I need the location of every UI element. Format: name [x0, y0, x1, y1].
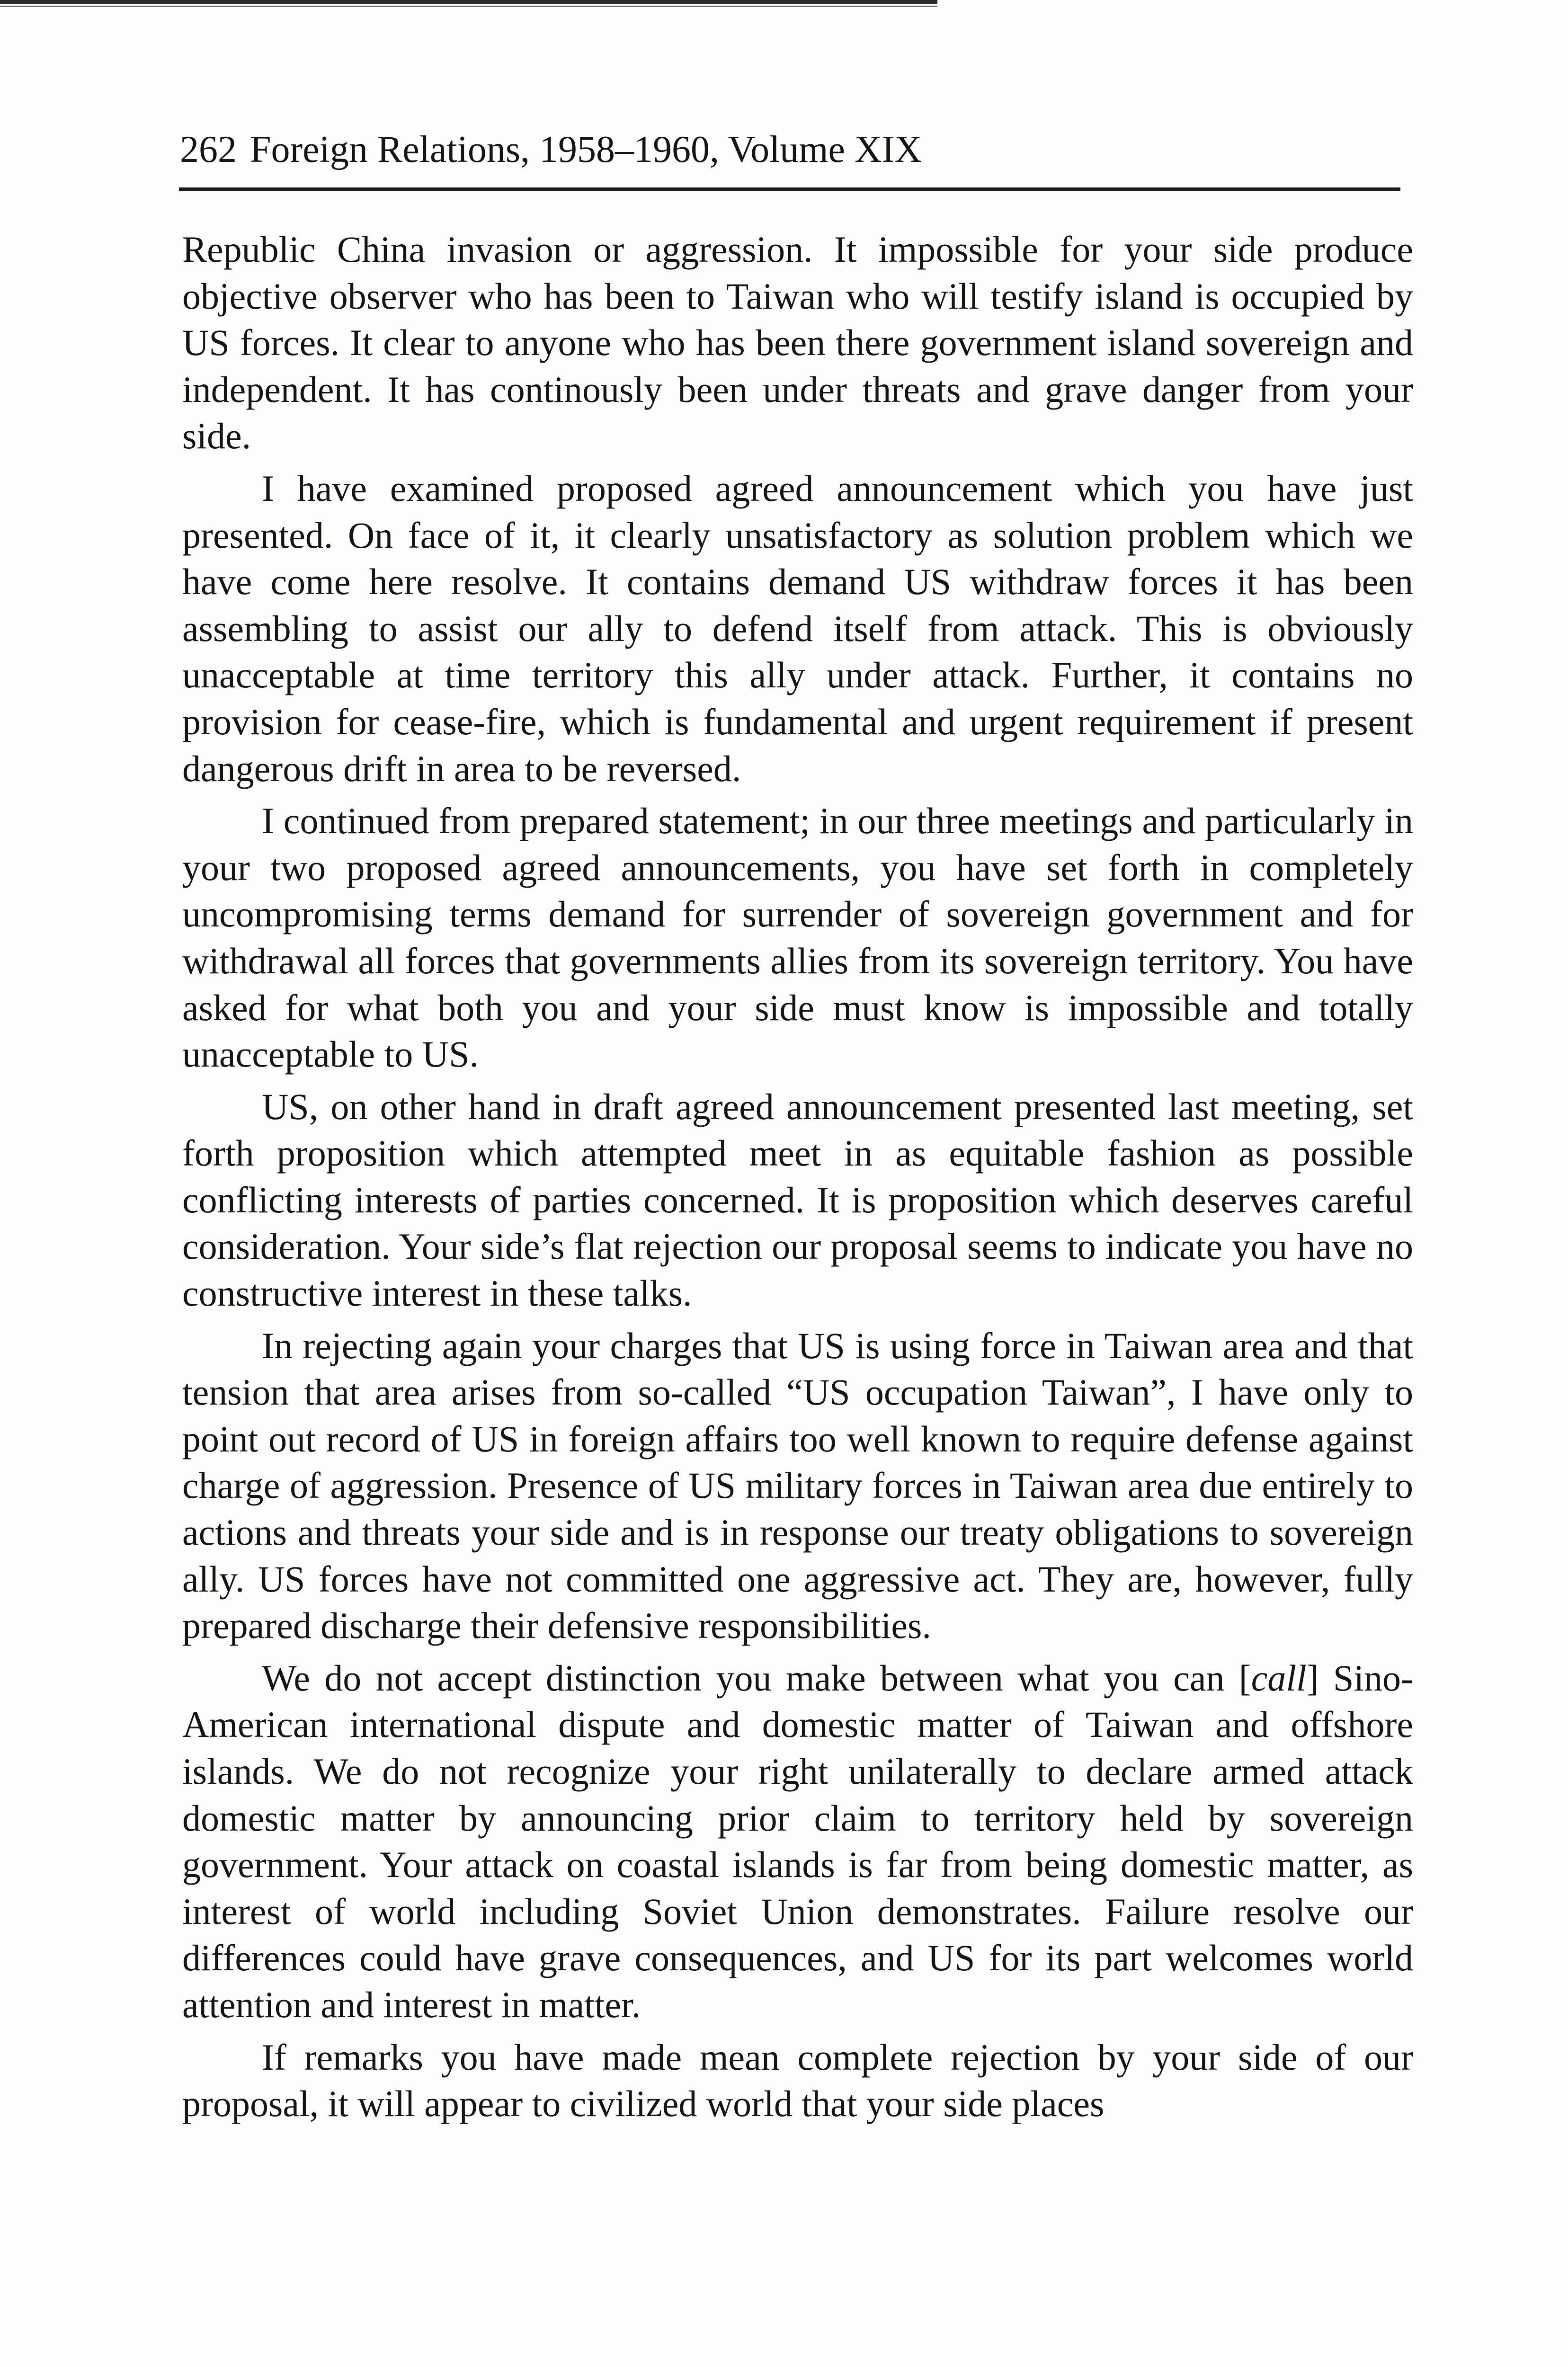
- paragraph: [182, 1655, 1413, 2029]
- paragraph: In rejecting again your charges that US is using force in Taiwan area and that tension that area arises from so-called “US occupation Taiwan”, I have only to point out record of US in foreign affairs too well known to require defense against charge of aggression. Presence of US military forces in Taiwan area due entirely to actions and threats your side and is in response our treaty obligations to sovereign ally. US forces have not committed one aggressive act. They are, however, fully prepared discharge their defensive responsibilities.: [182, 1325, 1413, 1646]
- running-head: [180, 127, 922, 172]
- editorial-insertion: call: [1251, 1657, 1307, 1699]
- paragraph-text: ] Sino-American international dispute and domestic matter of Taiwan and offshore islands. We do not recognize your right unilaterally to declare armed attack domestic matter by announcing prior claim to territory held by sovereign government. Your attack on coastal islands is far from being domestic matter, as interest of world including Soviet Union demonstrates. Failure resolve our differences could have grave consequences, and US for its part welcomes world attention and interest in matter.: [182, 1657, 1413, 2025]
- paragraph: I have examined proposed agreed announcement which you have just presented. On face of it, it clearly unsatisfactory as solution problem which we have come here resolve. It contains demand US withdraw forces it has been assembling to assist our ally to defend itself from attack. This is obviously unacceptable at time territory this ally under attack. Further, it contains no provision for cease-fire, which is fundamental and urgent requirement if present dangerous drift in area to be reversed.: [182, 467, 1413, 789]
- paragraph-text: We do not accept distinction you make between what you can [: [262, 1657, 1251, 1699]
- paragraph: I continued from prepared statement; in our three meetings and particularly in your two proposed agreed announcements, you have set forth in completely uncompromising terms demand for surrender of sovereign government and for withdrawal all forces that governments allies from its sovereign territory. You have asked for what both you and your side must know is impossible and totally unacceptable to US.: [182, 800, 1413, 1075]
- top-edge-rule-thin: [0, 6, 937, 7]
- paragraph: Republic China invasion or aggression. It impossible for your side produce objective observer who has been to Taiwan who will testify island is occupied by US forces. It clear to anyone who has been there government island sovereign and independent. It has continously been under threats and grave danger from your side.: [182, 229, 1413, 457]
- running-title: Foreign Relations, 1958–1960, Volume XIX: [250, 129, 922, 170]
- header-rule: [179, 187, 1400, 191]
- body-text: [182, 226, 1413, 2133]
- page-number: 262: [180, 129, 237, 170]
- top-edge-rule: [0, 0, 937, 4]
- paragraph: If remarks you have made mean complete rejection by your side of our proposal, it will appear to civilized world that your side places: [182, 2036, 1413, 2125]
- paragraph: US, on other hand in draft agreed announcement presented last meeting, set forth proposition which attempted meet in as equitable fashion as possible conflicting interests of parties concerned. It is proposition which deserves careful consideration. Your side’s flat rejection our proposal seems to indicate you have no constructive interest in these talks.: [182, 1086, 1413, 1314]
